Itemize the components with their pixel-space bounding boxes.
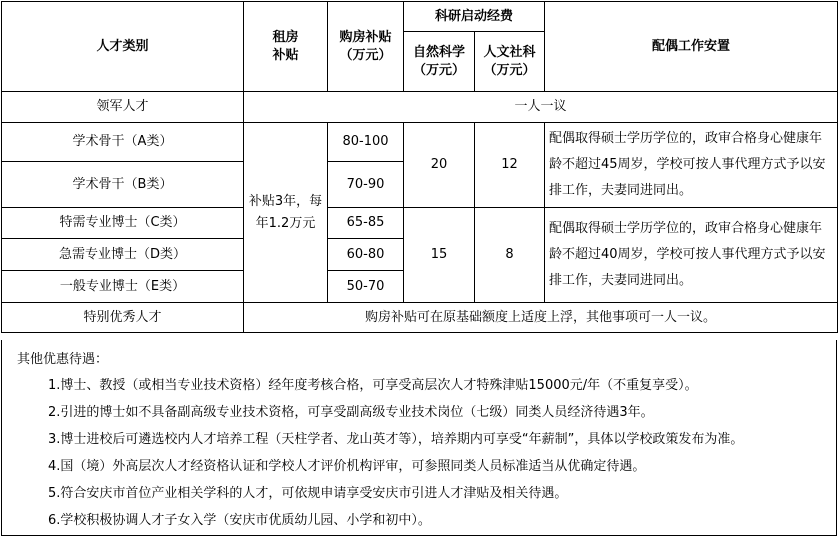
group2-natural: 15 [404, 208, 475, 303]
group1-natural: 20 [404, 123, 475, 208]
row-a-house: 80-100 [328, 123, 404, 162]
row-c-name: 特需专业博士（C类） [2, 208, 244, 239]
row-special-value: 购房补贴可在原基础额度上适度上浮，其他事项可一人一议。 [244, 303, 838, 333]
row-b-house: 70-90 [328, 162, 404, 208]
row-e-name: 一般专业博士（E类） [2, 271, 244, 303]
rent-subsidy-cell: 补贴3年，每年1.2万元 [244, 123, 328, 303]
header-house-subsidy: 购房补贴 （万元） [328, 2, 404, 92]
group2-humanities: 8 [475, 208, 545, 303]
benefit-item-1: 1.博士、教授（或相当专业技术资格）经年度考核合格，可享受高层次人才特殊津贴15000元/年（不重复享受）。 [48, 378, 698, 393]
row-c-house: 65-85 [328, 208, 404, 239]
header-rent-subsidy: 租房 补贴 [244, 2, 328, 92]
row-a-name: 学术骨干（A类） [2, 123, 244, 162]
row-special-name: 特别优秀人才 [2, 303, 244, 333]
row-d-name: 急需专业博士（D类） [2, 239, 244, 271]
group1-spouse: 配偶取得硕士学历学位的，政审合格身心健康年龄不超过45周岁，学校可按人事代理方式予以安排工作，夫妻同进同出。 [545, 123, 838, 208]
other-benefits-section [1, 340, 837, 536]
row-b-name: 学术骨干（B类） [2, 162, 244, 208]
benefit-item-2: 2.引进的博士如不具备副高级专业技术资格，可享受副高级专业技术岗位（七级）同类人员经济待遇3年。 [48, 405, 654, 420]
header-research-funding: 科研启动经费 [404, 2, 545, 32]
benefit-item-3: 3.博士进校后可遴选校内人才培养工程（天柱学者、龙山英才等），培养期内可享受“年薪制”，具体以学校政策发布为准。 [48, 432, 744, 447]
row-d-house: 60-80 [328, 239, 404, 271]
benefit-item-6: 6.学校积极协调人才子女入学（安庆市优质幼儿园、小学和初中）。 [48, 513, 431, 528]
row-e-house: 50-70 [328, 271, 404, 303]
group1-humanities: 12 [475, 123, 545, 208]
header-natural-science: 自然科学 （万元） [404, 32, 475, 92]
other-benefits-title: 其他优惠待遇： [17, 352, 109, 367]
benefit-item-4: 4.国（境）外高层次人才经资格认证和学校人才评价机构评审，可参照同类人员标准适当从优确定待遇。 [48, 459, 646, 474]
header-spouse-job: 配偶工作安置 [545, 2, 838, 92]
group2-spouse: 配偶取得硕士学历学位的，政审合格身心健康年龄不超过40周岁，学校可按人事代理方式予以安排工作，夫妻同进同出。 [545, 208, 838, 303]
row-leader-value: 一人一议 [244, 92, 838, 123]
benefit-item-5: 5.符合安庆市首位产业相关学科的人才，可依规申请享受安庆市引进人才津贴及相关待遇。 [48, 486, 568, 501]
header-category: 人才类别 [2, 2, 244, 92]
header-humanities: 人文社科 （万元） [475, 32, 545, 92]
row-leader-name: 领军人才 [2, 92, 244, 123]
talent-policy-table [1, 1, 838, 333]
